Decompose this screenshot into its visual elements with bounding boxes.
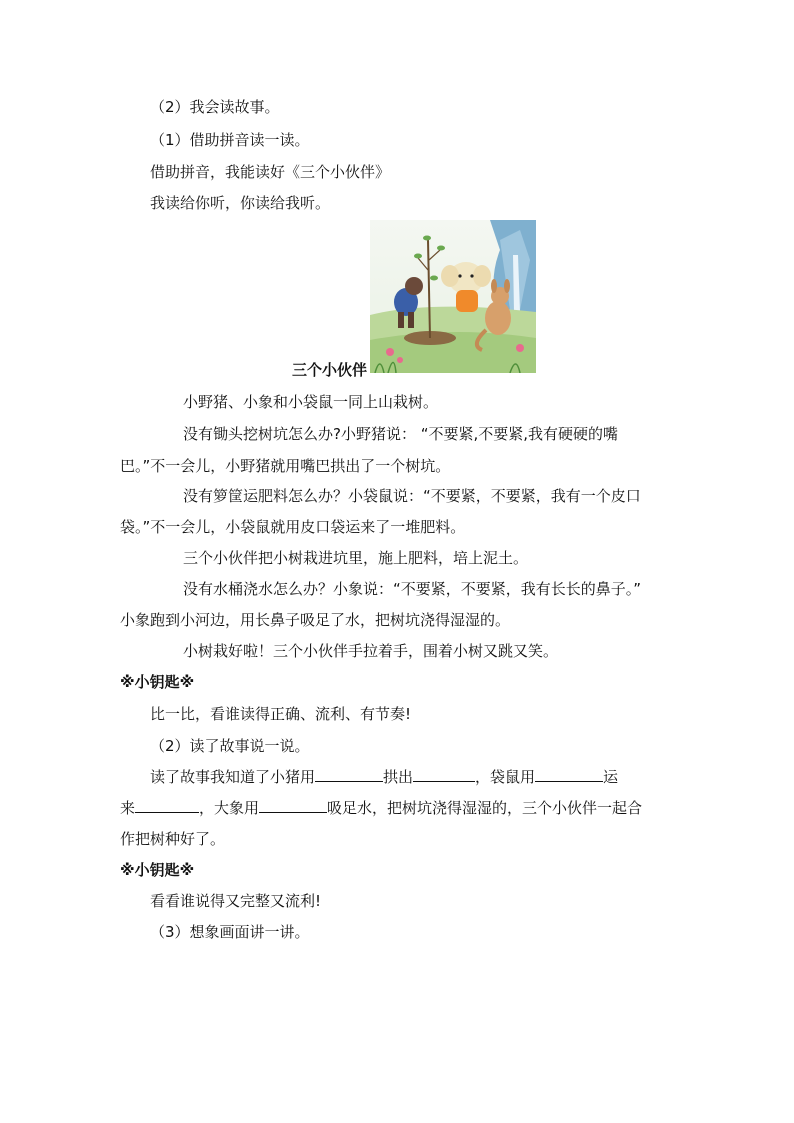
retell-text: 拱出 bbox=[383, 768, 414, 786]
story-paragraph-4: 三个小伙伴把小树栽进坑里，施上肥料，培上泥土。 bbox=[183, 549, 529, 567]
retell-text: 吸足水，把树坑浇得湿湿的，三个小伙伴一起合 bbox=[327, 799, 643, 817]
imagine-heading: （3）想象画面讲一讲。 bbox=[150, 923, 310, 941]
story-paragraph-6: 小树栽好啦！三个小伙伴手拉着手，围着小树又跳又笑。 bbox=[183, 642, 559, 660]
retell-line-1 bbox=[150, 767, 618, 787]
story-paragraph-3-line-2: 袋。”不一会儿，小袋鼠就用皮口袋运来了一堆肥料。 bbox=[120, 518, 466, 536]
heading-read-story: （2）我会读故事。 bbox=[150, 98, 280, 116]
line-read-to-each-other: 我读给你听，你读给我听。 bbox=[150, 194, 331, 212]
key-tip-2: 看看谁说得又完整又流利! bbox=[150, 892, 322, 910]
key-tip-1: 比一比，看谁读得正确、流利、有节奏! bbox=[150, 705, 412, 723]
sub-heading-pinyin: （1）借助拼音读一读。 bbox=[150, 131, 310, 149]
retell-line-2 bbox=[120, 798, 642, 818]
blank-kangaroo-result[interactable] bbox=[135, 798, 199, 813]
line-pinyin: 借助拼音，我能读好《三个小伙伴》 bbox=[150, 163, 391, 181]
retell-text: 来 bbox=[120, 799, 136, 817]
retell-text: ，大象用 bbox=[199, 799, 260, 817]
story-paragraph-5-line-1: 没有水桶浇水怎么办？小象说：“不要紧，不要紧，我有长长的鼻子。” bbox=[183, 580, 642, 598]
blank-pig-tool[interactable] bbox=[315, 767, 383, 782]
retell-text: ，袋鼠用 bbox=[475, 768, 536, 786]
retell-text: 运 bbox=[603, 768, 619, 786]
story-paragraph-1: 小野猪、小象和小袋鼠一同上山栽树。 bbox=[183, 393, 439, 411]
story-paragraph-2-line-1: 没有锄头挖树坑怎么办?小野猪说： “不要紧,不要紧,我有硬硬的嘴 bbox=[183, 425, 619, 443]
blank-elephant-tool[interactable] bbox=[259, 798, 327, 813]
story-paragraph-3-line-1: 没有箩筐运肥料怎么办？小袋鼠说：“不要紧，不要紧，我有一个皮口 bbox=[183, 487, 641, 505]
retell-text: 读了故事我知道了小猪用 bbox=[150, 768, 316, 786]
story-illustration bbox=[370, 220, 536, 373]
retell-line-3: 作把树种好了。 bbox=[120, 830, 226, 848]
blank-kangaroo-tool[interactable] bbox=[535, 767, 603, 782]
story-paragraph-2-line-2: 巴。”不一会儿，小野猪就用嘴巴拱出了一个树坑。 bbox=[120, 457, 451, 475]
story-paragraph-5-line-2: 小象跑到小河边，用长鼻子吸足了水，把树坑浇得湿湿的。 bbox=[120, 611, 511, 629]
key-label-1: ※小钥匙※ bbox=[120, 673, 195, 691]
retell-heading: （2）读了故事说一说。 bbox=[150, 737, 310, 755]
key-label-2: ※小钥匙※ bbox=[120, 861, 195, 879]
blank-pig-result[interactable] bbox=[413, 767, 475, 782]
story-title: 三个小伙伴 bbox=[292, 361, 368, 379]
